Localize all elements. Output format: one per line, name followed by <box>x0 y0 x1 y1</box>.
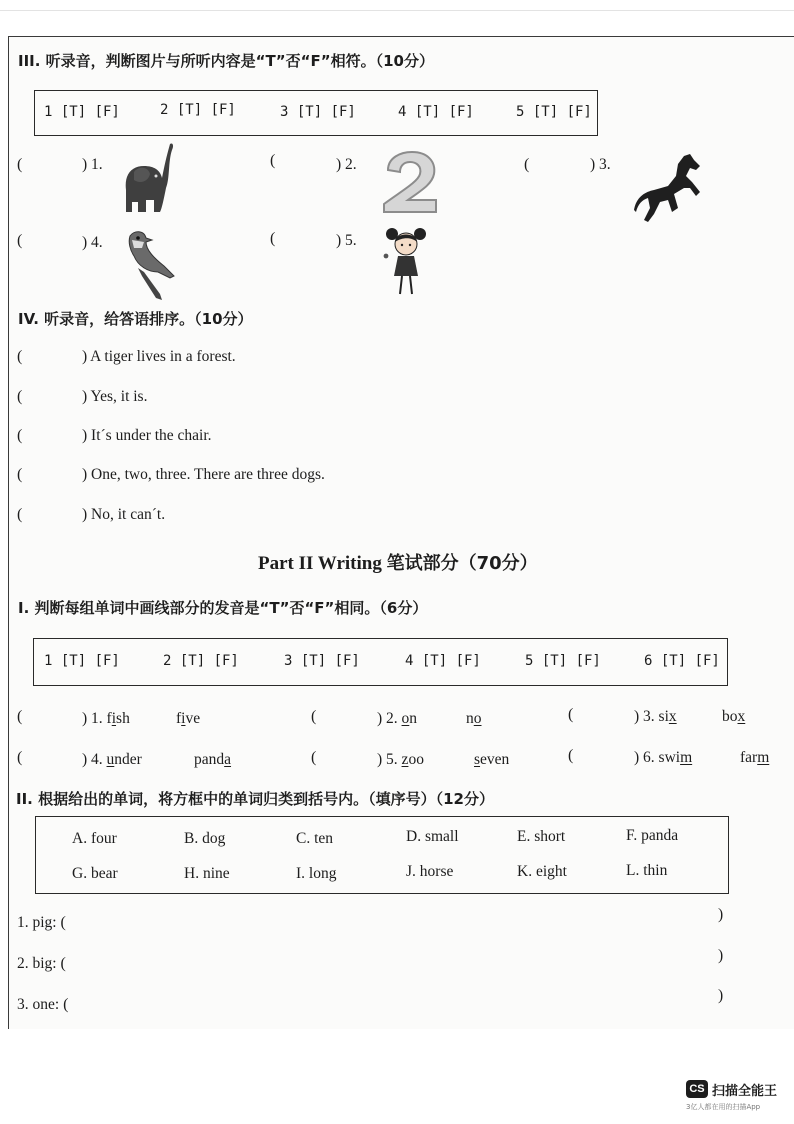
order-item-1: ) A tiger lives in a forest. <box>82 348 236 365</box>
word-6b: farm <box>740 749 770 766</box>
word-2b: no <box>466 710 482 727</box>
answer-line-one: 3. one: ( <box>17 996 69 1013</box>
word-3b: box <box>722 708 746 725</box>
section-i-option-1: 1 [T] [F] <box>44 653 120 669</box>
camscanner-tagline: 3亿人都在用的扫描App <box>686 1103 761 1111</box>
picture-item-5-number: ) 5. <box>336 232 357 249</box>
answer-line-pig: 1. pig: ( <box>17 914 66 931</box>
girl-icon <box>380 224 432 298</box>
section-i-option-5: 5 [T] [F] <box>525 653 601 669</box>
phonics-item-5: ) 5. zoo <box>377 751 424 768</box>
word-bank-item: J. horse <box>406 863 454 880</box>
horse-icon <box>634 152 704 226</box>
word-bank-item: D. small <box>406 828 459 845</box>
answer-line-big: 2. big: ( <box>17 955 66 972</box>
answer-close-paren: ) <box>718 987 724 1004</box>
elephant-icon <box>118 138 174 216</box>
answer-paren-open: ( <box>17 466 23 483</box>
word-4a: under <box>106 751 142 768</box>
picture-item-3-number: ) 3. <box>590 156 611 173</box>
answer-paren-open: ( <box>17 156 23 173</box>
order-item-4: ) One, two, three. There are three dogs. <box>82 466 325 483</box>
word-bank-item: C. ten <box>296 830 334 847</box>
word-bank-item: I. long <box>296 865 337 882</box>
answer-paren-open: ( <box>568 706 574 723</box>
section-i-option-box <box>33 638 728 686</box>
word-bank-item: F. panda <box>626 827 679 844</box>
answer-paren-open: ( <box>270 152 276 169</box>
answer-close-paren: ) <box>718 906 724 923</box>
picture-item-4-number: ) 4. <box>82 234 103 251</box>
word-bank-item: H. nine <box>184 865 230 882</box>
section-iv-heading: IV. 听录音，给答语排序。（10分） <box>18 310 253 328</box>
answer-paren-open: ( <box>17 348 23 365</box>
section-iii-option-1: 1 [T] [F] <box>44 104 120 120</box>
section-iii-option-4: 4 [T] [F] <box>398 104 474 120</box>
word-4b: panda <box>194 751 232 768</box>
phonics-item-3: ) 3. six <box>634 708 677 725</box>
word-5b: seven <box>474 751 510 768</box>
answer-paren-open: ( <box>568 747 574 764</box>
picture-item-2-number: ) 2. <box>336 156 357 173</box>
section-i-option-6: 6 [T] [F] <box>644 653 720 669</box>
answer-paren-open: ( <box>524 156 530 173</box>
answer-paren-open: ( <box>270 230 276 247</box>
word-bank-item: G. bear <box>72 865 118 882</box>
word-bank-item: K. eight <box>517 863 567 880</box>
word-bank-item: A. four <box>72 830 117 847</box>
number-two-icon <box>380 150 442 216</box>
answer-paren-open: ( <box>17 427 23 444</box>
section-ii-heading: II. 根据给出的单词，将方框中的单词归类到括号内。（填序号）（12分） <box>16 790 494 808</box>
order-item-3: ) It´s under the chair. <box>82 427 212 444</box>
answer-paren-open: ( <box>311 708 317 725</box>
top-divider <box>0 10 794 11</box>
answer-paren-open: ( <box>17 388 23 405</box>
word-bank-box <box>35 816 729 894</box>
camscanner-name: 扫描全能王 <box>712 1084 778 1099</box>
phonics-item-4: ) 4. under <box>82 751 142 768</box>
section-iii-option-3: 3 [T] [F] <box>280 104 356 120</box>
bird-icon <box>118 228 178 300</box>
section-iii-heading: III. 听录音，判断图片与所听内容是“T”否“F”相符。（10分） <box>18 52 434 70</box>
order-item-2: ) Yes, it is. <box>82 388 148 405</box>
section-iii-option-2: 2 [T] [F] <box>160 102 236 118</box>
phonics-item-6: ) 6. swim <box>634 749 693 766</box>
word-5a: zoo <box>401 751 424 768</box>
camscanner-logo-icon: CS <box>686 1080 708 1098</box>
section-i-option-4: 4 [T] [F] <box>405 653 481 669</box>
word-6a: swim <box>658 749 693 766</box>
section-i-option-3: 3 [T] [F] <box>284 653 360 669</box>
word-3a: six <box>658 708 677 725</box>
picture-item-1-number: ) 1. <box>82 156 103 173</box>
answer-paren-open: ( <box>17 232 23 249</box>
order-item-5: ) No, it can´t. <box>82 506 166 523</box>
word-bank-item: E. short <box>517 828 566 845</box>
section-i-option-2: 2 [T] [F] <box>163 653 239 669</box>
word-1a: fish <box>106 710 130 727</box>
answer-close-paren: ) <box>718 947 724 964</box>
phonics-item-1: ) 1. fish <box>82 710 130 727</box>
section-iii-option-5: 5 [T] [F] <box>516 104 592 120</box>
word-1b: five <box>176 710 201 727</box>
word-2a: on <box>401 710 418 727</box>
answer-paren-open: ( <box>17 708 23 725</box>
part-ii-title: Part II Writing 笔试部分（70分） <box>258 553 538 574</box>
section-i-heading: I. 判断每组单词中画线部分的发音是“T”否“F”相同。（6分） <box>18 599 428 617</box>
answer-paren-open: ( <box>311 749 317 766</box>
answer-paren-open: ( <box>17 506 23 523</box>
answer-paren-open: ( <box>17 749 23 766</box>
phonics-item-2: ) 2. on <box>377 710 418 727</box>
word-bank-item: B. dog <box>184 830 226 847</box>
word-bank-item: L. thin <box>626 862 668 879</box>
